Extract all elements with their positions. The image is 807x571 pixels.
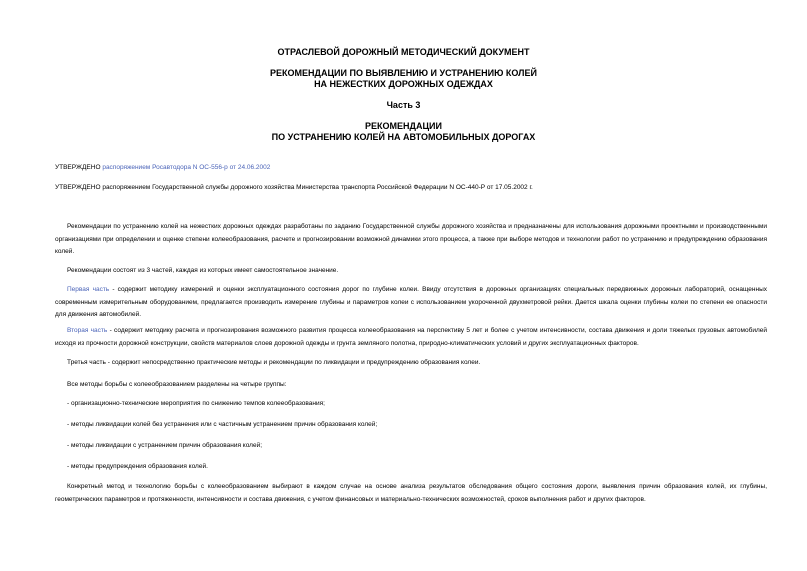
part1-text: - содержит методику измерений и оценки эксплуатационного состояния дорог по глубине колеи. Ввиду отсутствия в дорожных организациях специальных передвижных дорожных лабораторий, оснащенных современным измерительным оборудованием, предлагается производить измерение глубины и параметров колеи с использованием укороченной двухметровой рейки. Дается шкала оценки глубины колеи по степени ее опасности для движения автомобилей. xyxy=(55,286,767,319)
title-line-2: НА НЕЖЕСТКИХ ДОРОЖНЫХ ОДЕЖДАХ xyxy=(314,79,493,89)
conclusion-paragraph xyxy=(55,481,767,506)
intro-paragraph xyxy=(55,221,767,259)
part2-text: - содержит методику расчета и прогнозирования возможного развития процесса колееобразования на перспективу 5 лет и более с учетом интенсивности, состава движения и доли тяжелых грузовых автомобилей исходя из прочности дорожной конструкции, свойств материалов слоев дорожной одежды и грунта земляного полотна, природно-климатических условий и других эксплуатационных факторов. xyxy=(55,327,767,347)
parts-count-paragraph: Рекомендации состоят из 3 частей, каждая из которых имеет самостоятельное значение. xyxy=(67,267,339,274)
group-item-3: - методы ликвидации с устранением причин образования колей; xyxy=(67,442,263,449)
part1-paragraph xyxy=(55,284,767,322)
subtitle-line-1: РЕКОМЕНДАЦИИ xyxy=(365,121,442,131)
subtitle-line-2: ПО УСТРАНЕНИЮ КОЛЕЙ НА АВТОМОБИЛЬНЫХ ДОРОГАХ xyxy=(271,132,536,142)
approval-1-prefix: УТВЕРЖДЕНО xyxy=(55,164,103,171)
part3-paragraph: Третья часть - содержит непосредственно практические методы и рекомендации по ликвидации и предупреждению образования колеи. xyxy=(67,359,481,366)
group-item-4: - методы предупреждения образования колей. xyxy=(67,463,208,470)
approval-1-link[interactable]: распоряжением Росавтодора N ОС-556-р от 24.06.2002 xyxy=(102,164,271,171)
part2-paragraph xyxy=(55,325,767,350)
doc-type-heading: ОТРАСЛЕВОЙ ДОРОЖНЫЙ МЕТОДИЧЕСКИЙ ДОКУМЕНТ xyxy=(277,47,530,57)
title-line-1: РЕКОМЕНДАЦИИ ПО ВЫЯВЛЕНИЮ И УСТРАНЕНИЮ КОЛЕЙ xyxy=(270,68,537,78)
group-item-1: - организационно-технические мероприятия по снижению темпов колееобразования; xyxy=(67,400,325,407)
approval-1 xyxy=(55,163,270,172)
part1-link[interactable]: Первая часть xyxy=(67,286,110,293)
intro-text: Рекомендации по устранению колей на нежестких дорожных одеждах разработаны по заданию Государственной службы дорожного хозяйства и предназначены для использования дорожными проектными и производственными организациями при определении и оценке степени колееобразования, расчете и прогнозировании возможной динамики этого процесса, а также при выборе методов и технологии работ по устранению и предупреждению образования колей. xyxy=(55,223,767,256)
part-heading: Часть 3 xyxy=(386,100,421,110)
approval-2: УТВЕРЖДЕНО распоряжением Государственной службы дорожного хозяйства Министерства транспорта Российской Федерации N ОС-440-Р от 17.05.2002 г. xyxy=(55,184,533,191)
group-item-2: - методы ликвидации колей без устранения или с частичным устранением причин образования колей; xyxy=(67,421,378,428)
groups-intro-paragraph: Все методы борьбы с колееобразованием разделены на четыре группы: xyxy=(67,381,287,388)
conclusion-text: Конкретный метод и технологию борьбы с колееобразованием выбирают в каждом случае на основе анализа результатов обследования общего состояния дороги, выявления причин образования колей, их глубины, геометрических параметров и протяженности, интенсивности и состава движения, с учетом финансовых и материально-технических возможностей, сроков выполнения работ и других факторов. xyxy=(55,483,767,503)
part2-link[interactable]: Вторая часть xyxy=(67,327,108,334)
